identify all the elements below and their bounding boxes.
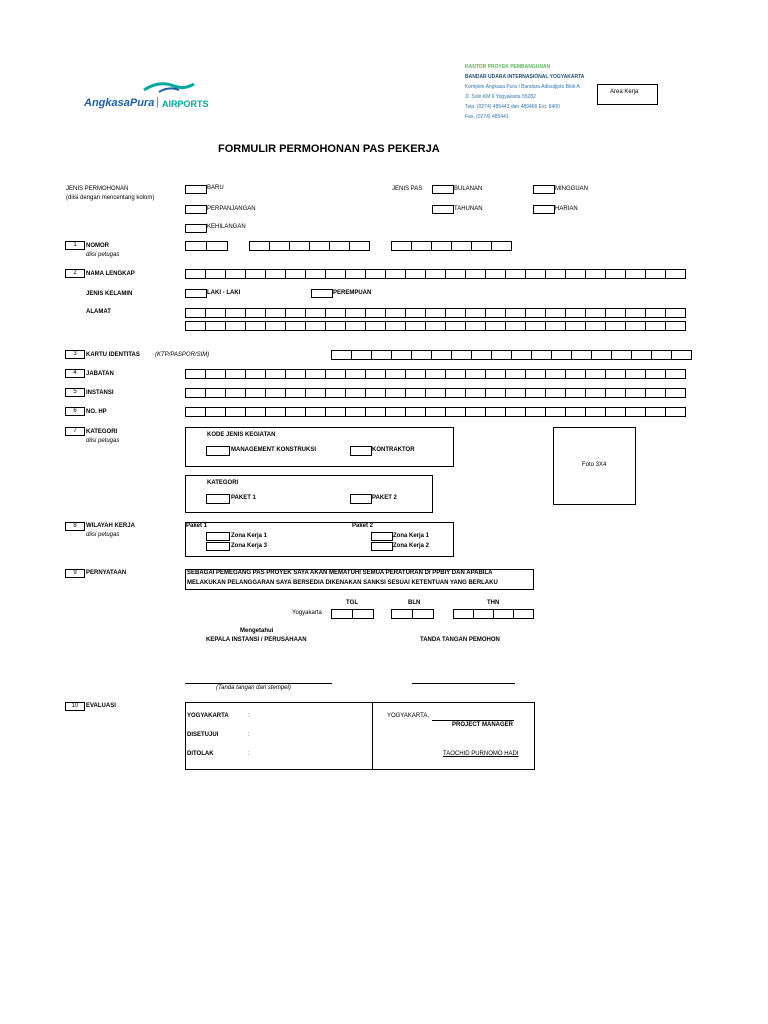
- checkbox-mingguan[interactable]: [533, 185, 555, 194]
- paket1-header: Paket 1: [186, 523, 208, 529]
- label-perempuan: PEREMPUAN: [333, 290, 372, 296]
- jenis-kelamin-label: JENIS KELAMIN: [86, 291, 133, 297]
- jabatan-cells[interactable]: [185, 369, 685, 379]
- label-laki: LAKI - LAKI: [207, 290, 241, 296]
- checkbox-laki[interactable]: [185, 289, 207, 298]
- colon: :: [248, 713, 250, 719]
- colon: :: [248, 732, 250, 738]
- signature-line-left: [185, 683, 332, 684]
- wilayah-label: WILAYAH KERJA: [86, 523, 135, 529]
- ttd-stempel-note: (Tanda tangan dan stempel): [216, 685, 291, 691]
- section-number: 4: [65, 369, 85, 378]
- page-title: FORMULIR PERMOHONAN PAS PEKERJA: [218, 143, 440, 155]
- section-number: 8: [65, 522, 85, 531]
- bln-label: BLN: [408, 600, 421, 606]
- mengetahui-label: Mengetahui: [240, 628, 274, 634]
- office-line: KANTOR PROYEK PEMBANGUNAN: [465, 64, 551, 70]
- jabatan-label: JABATAN: [86, 371, 114, 377]
- checkbox-kontraktor[interactable]: [350, 446, 372, 456]
- label-kehilangan: KEHILANGAN: [207, 224, 246, 230]
- label-mingguan: MINGGUAN: [555, 186, 588, 192]
- office-header: [465, 64, 595, 120]
- checkbox-perempuan[interactable]: [311, 289, 333, 298]
- label-paket1: PAKET 1: [231, 495, 256, 501]
- office-line: BANDAR UDARA INTERNASIONAL YOGYAKARTA: [465, 74, 585, 80]
- nomor-label: NOMOR: [86, 243, 109, 249]
- evaluasi-box: [185, 702, 535, 770]
- section-number: 2: [65, 269, 85, 278]
- instansi-cells[interactable]: [185, 388, 685, 398]
- jenis-permohonan-label: JENIS PERMOHONAN: [66, 186, 129, 192]
- diisi-petugas-note: diisi petugas: [86, 438, 120, 444]
- alamat-cells-2[interactable]: [185, 321, 685, 331]
- jenis-permohonan-note: (diisi dengan mencentang kolom): [66, 195, 155, 201]
- nomor-cells-c[interactable]: [391, 241, 511, 251]
- statement-line-1: SEBAGAI PEMEGANG PAS PROYEK SAYA AKAN MEMATUHI SEMUA PERATURAN DI PPBIY DAN APABILA: [187, 570, 493, 576]
- kartu-note: (KTP/PASPOR/SIM): [155, 352, 210, 358]
- thn-label: THN: [487, 600, 500, 606]
- diisi-petugas-note: diisi petugas: [86, 532, 120, 538]
- ditolak-label: DITOLAK: [187, 751, 214, 757]
- nama-label: NAMA LENGKAP: [86, 271, 135, 277]
- kode-jenis-label: KODE JENIS KEGIATAN: [207, 432, 276, 438]
- section-number: 6: [65, 407, 85, 416]
- checkbox-tahunan[interactable]: [432, 205, 454, 214]
- nohp-label: NO. HP: [86, 409, 107, 415]
- evaluasi-divider: [372, 702, 373, 770]
- nomor-cells-a[interactable]: [185, 241, 227, 251]
- label-mk: MANAGEMENT KONSTRUKSI: [231, 447, 316, 453]
- area-kerja-label: Area Kerja: [610, 89, 639, 95]
- statement-line-2: MELAKUKAN PELANGGARAN SAYA BERSEDIA DIKENAKAN SANKSI SESUAI KETENTUAN YANG BERLAKU: [187, 580, 498, 586]
- label-zona2: Zona Kerja 2: [393, 543, 430, 549]
- checkbox-paket2[interactable]: [350, 494, 372, 504]
- kategori-box-label: KATEGORI: [207, 480, 239, 486]
- diisi-petugas-note: diisi petugas: [86, 252, 120, 258]
- label-zona3: Zona Kerja 3: [231, 543, 268, 549]
- nomor-cells-b[interactable]: [249, 241, 369, 251]
- checkbox-perpanjangan[interactable]: [185, 205, 207, 214]
- label-tahunan: TAHUNAN: [454, 206, 483, 212]
- tgl-cells[interactable]: [331, 609, 373, 619]
- checkbox-bulanan[interactable]: [432, 185, 454, 194]
- company-logo: AngkasaPura | AIRPORTS: [84, 80, 214, 114]
- office-line: Komplek Angkasa Pura I Bandara Adisutjipto Blok A: [465, 84, 580, 90]
- office-line: Jl. Solo KM 9 Yogyakarta 55282: [465, 94, 536, 100]
- label-paket2: PAKET 2: [372, 495, 397, 501]
- section-number: 10: [65, 702, 85, 711]
- project-manager-label: PROJECT MANAGER: [452, 722, 514, 728]
- ttd-pemohon-label: TANDA TANGAN PEMOHON: [420, 637, 500, 643]
- label-bulanan: BULANAN: [454, 186, 483, 192]
- section-number: 7: [65, 427, 85, 436]
- logo-mark-icon: [139, 80, 199, 94]
- pm-name: TAOCHID PURNOMO HADI: [443, 751, 519, 757]
- logo-sub-text: AIRPORTS: [162, 99, 209, 109]
- label-kontraktor: KONTRAKTOR: [372, 447, 415, 453]
- colon: :: [248, 751, 250, 757]
- checkbox-mk[interactable]: [206, 446, 230, 456]
- checkbox-zona3[interactable]: [206, 542, 230, 551]
- checkbox-zona2[interactable]: [371, 542, 393, 551]
- thn-cells[interactable]: [453, 609, 533, 619]
- yogya-right-label: YOGYAKARTA,: [387, 713, 430, 719]
- paket2-header: Paket 2: [352, 523, 374, 529]
- yogyakarta-label: Yogyakarta: [292, 610, 322, 616]
- office-line: Telp. (0274) 485443 dan 489466 Ext. 8400: [465, 104, 560, 110]
- kartu-label: KARTU IDENTITAS: [86, 352, 140, 358]
- label-harian: HARIAN: [555, 206, 578, 212]
- tgl-label: TGL: [346, 600, 358, 606]
- checkbox-zona1[interactable]: [206, 532, 230, 541]
- alamat-cells-1[interactable]: [185, 308, 685, 318]
- nohp-cells[interactable]: [185, 407, 685, 417]
- label-baru: BARU: [207, 185, 224, 191]
- alamat-label: ALAMAT: [86, 309, 111, 315]
- checkbox-zona1b[interactable]: [371, 532, 393, 541]
- office-line: Fax. (0274) 485441: [465, 114, 509, 120]
- nama-cells[interactable]: [185, 269, 685, 279]
- eval-yogya-label: YOGYAKARTA: [187, 713, 229, 719]
- logo-brand-text: AngkasaPura: [84, 97, 155, 109]
- section-number: 3: [65, 350, 85, 359]
- label-zona1b: Zona Kerja 1: [393, 533, 430, 539]
- checkbox-baru[interactable]: [185, 185, 207, 194]
- section-number: 1: [65, 241, 85, 250]
- pernyataan-label: PERNYATAAN: [86, 570, 127, 576]
- label-zona1: Zona Kerja 1: [231, 533, 268, 539]
- section-number: 5: [65, 388, 85, 397]
- date-line: [432, 720, 514, 721]
- area-kerja-box[interactable]: [597, 84, 658, 105]
- checkbox-paket1[interactable]: [206, 494, 230, 504]
- checkbox-harian[interactable]: [533, 205, 555, 214]
- label-perpanjangan: PERPANJANGAN: [207, 206, 256, 212]
- checkbox-kehilangan[interactable]: [185, 224, 207, 233]
- kepala-label: KEPALA INSTANSI / PERUSAHAAN: [206, 637, 307, 643]
- disetujui-label: DISETUJUI: [187, 732, 219, 738]
- photo-label: Foto 3X4: [582, 462, 607, 468]
- jenis-pas-label: JENIS PAS: [392, 186, 423, 192]
- instansi-label: INSTANSI: [86, 390, 114, 396]
- bln-cells[interactable]: [391, 609, 433, 619]
- signature-line-right: [412, 683, 515, 684]
- kategori-label: KATEGORI: [86, 429, 118, 435]
- kartu-cells[interactable]: [331, 350, 691, 360]
- evaluasi-label: EVALUASI: [86, 703, 116, 709]
- section-number: 9: [65, 569, 85, 578]
